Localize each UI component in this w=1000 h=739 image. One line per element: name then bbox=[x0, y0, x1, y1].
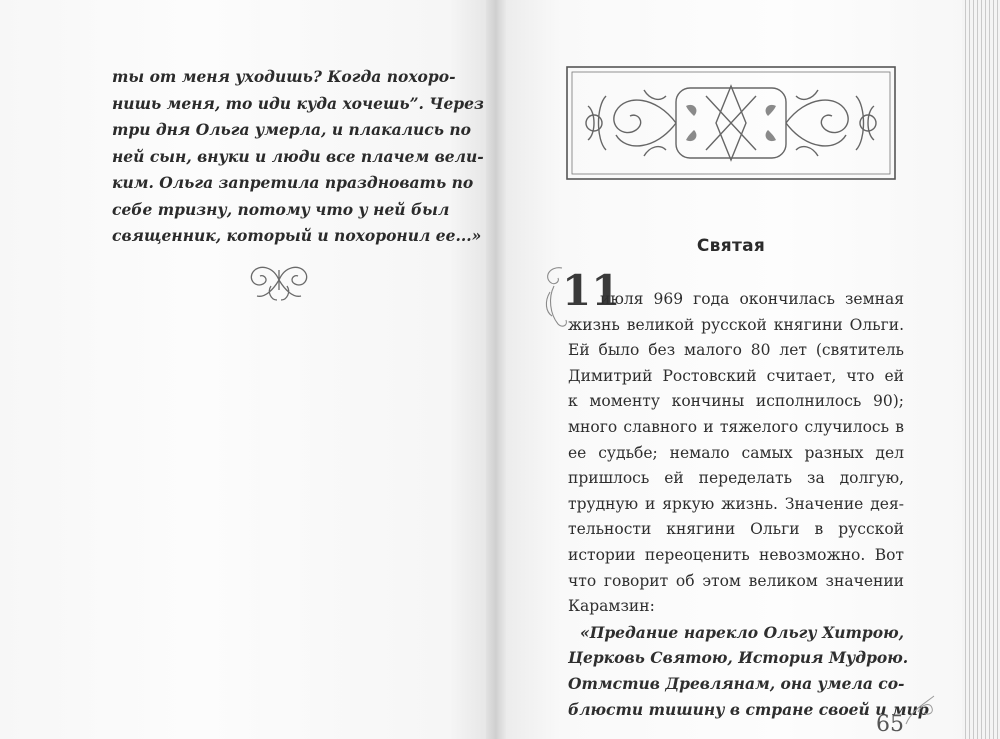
page-edges bbox=[962, 0, 1000, 739]
ornamental-headpiece-icon bbox=[566, 66, 896, 180]
text-line: тельности княгини Ольги в русской bbox=[568, 520, 904, 539]
text-line: священник, который и похоронил ее...» bbox=[112, 226, 482, 245]
book-gutter bbox=[486, 0, 508, 739]
drop-cap: 11 bbox=[562, 266, 621, 315]
text-line: трудную и яркую жизнь. Значение дея- bbox=[568, 494, 904, 513]
text-line: июля 969 года окончилась земная bbox=[600, 290, 904, 308]
text-line: три дня Ольга умерла, и плакались по bbox=[112, 120, 471, 139]
text-line: что говорит об этом великом значении bbox=[568, 571, 904, 590]
text-line: «Предание нарекло Ольгу Хитрою, bbox=[580, 622, 904, 642]
text-line: себе тризну, потому что у ней был bbox=[112, 199, 450, 219]
corner-flourish-icon bbox=[900, 690, 940, 730]
page-number: 65 bbox=[876, 712, 904, 737]
text-line: Церковь Святою, История Мудрою. bbox=[568, 648, 909, 668]
text-line: ее судьбе; немало самых разных дел bbox=[568, 443, 904, 462]
text-line: Отмстив Древлянам, она умела со- bbox=[568, 673, 905, 693]
text-line: к моменту кончины исполнилось 90); bbox=[568, 392, 904, 411]
text-line: Ей было без малого 80 лет (святитель bbox=[568, 341, 904, 360]
left-page-text bbox=[112, 64, 484, 250]
right-page-text bbox=[568, 287, 929, 722]
chapter-title: Святая bbox=[696, 236, 766, 256]
text-line: блюсти тишину в стране своей и мир bbox=[568, 699, 929, 719]
text-line: ким. Ольга запретила праздновать по bbox=[112, 173, 474, 192]
text-line: ты от меня уходишь? Когда похоро- bbox=[112, 67, 456, 86]
text-line: пришлось ей переделать за долгую, bbox=[568, 469, 904, 488]
text-line: жизнь великой русской княгини Ольги. bbox=[568, 315, 904, 334]
text-line: Карамзин: bbox=[568, 597, 655, 616]
text-line: истории переоценить невозможно. Вот bbox=[568, 545, 904, 564]
text-line: Димитрий Ростовский считает, что ей bbox=[568, 366, 904, 385]
text-line: много славного и тяжелого случилось в bbox=[568, 417, 904, 436]
fleuron-icon bbox=[243, 256, 315, 304]
text-line: ней сын, внуки и люди все плачем вели- bbox=[112, 146, 484, 166]
text-line: нишь меня, то иди куда хочешь”. Через bbox=[112, 93, 484, 113]
